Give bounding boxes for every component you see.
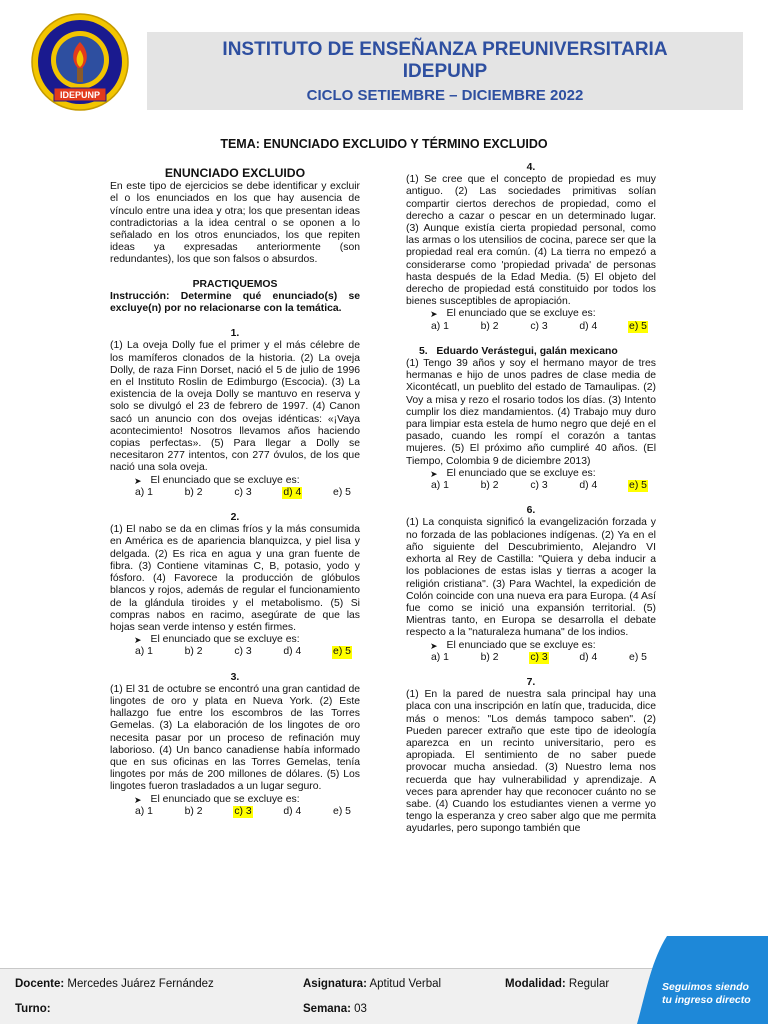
question-text: (1) La oveja Dolly fue el primer y el más célebre de los mamíferos clonados de la historia. (2) La oveja Dolly, de raza Finn Dorset, nació el 5 de julio de 1996 en el Instituto Roslin de Edimburgo (Escocia). (3) La existencia de la oveja Dolly se mantuvo en reserva y solo se divulgó el 23 de febrero de 1997. (4) Canon sacó un anuncio con dos ovejas idénticas: «¡Vaya acontecimiento! Nosotros llevamos años haciendo copias perfectas». (5) Para llegar a Dolly se necesitaron 277 intentos, con 277 óvulos, de los que nació una sola oveja.	[110, 340, 360, 474]
question-number: 1.	[230, 328, 240, 340]
option[interactable]: a) 1	[135, 486, 153, 498]
footer-turno	[15, 1003, 51, 1015]
footer-modalidad	[505, 978, 609, 990]
intro-title: ENUNCIADO EXCLUIDO	[164, 166, 306, 180]
option[interactable]: c) 3	[234, 805, 252, 817]
answer-prompt	[110, 475, 360, 487]
slogan-line2: tu ingreso directo	[662, 994, 751, 1006]
options-row	[110, 646, 360, 658]
answer-prompt	[406, 308, 656, 320]
cycle-title: CICLO SETIEMBRE – DICIEMBRE 2022	[306, 87, 584, 104]
institution-abbreviation: IDEPUNP	[402, 61, 488, 82]
question-text: (1) Se cree que el concepto de propiedad es muy antiguo. (2) Las sociedades primitivas solían compartir ciertos derechos de propiedad, como el derecho a cazar o pescar en un determinado lugar. (3) Aunque existía cierta propiedad personal, como las armas o los utensilios de cocina, parece ser que la propiedad real era común. (4) La tierra no empezó a considerarse como 'propiedad privada' de personas hasta después de la Edad Media. (5) El objeto del derecho de propiedad está constituido por todos los bienes susceptibles de apropiación.	[406, 174, 656, 308]
asignatura-label: Asignatura:	[303, 978, 367, 990]
option[interactable]: b) 2	[480, 651, 499, 663]
arrow-icon: ➤	[134, 475, 142, 486]
question-title	[406, 346, 656, 358]
answer-prompt	[406, 468, 656, 480]
option[interactable]: e) 5	[333, 646, 351, 658]
footer-asignatura	[303, 978, 441, 990]
option[interactable]: e) 5	[333, 486, 351, 498]
options-row	[110, 806, 360, 818]
intro-text: En este tipo de ejercicios se debe identificar y excluir el o los enunciados en los que hay ausencia de vínculo entre una idea y otra; los que presentan ideas contradictorias a la idea central o se oponen a lo señalado en los otros enunciados, los que repiten ideas ya expresadas anteriormente (son redundantes), los que son falsos o absurdos.	[110, 181, 360, 266]
option[interactable]: b) 2	[184, 486, 203, 498]
option[interactable]: c) 3	[234, 646, 252, 658]
arrow-icon: ➤	[134, 635, 142, 646]
turno-label: Turno:	[15, 1003, 51, 1015]
option[interactable]: e) 5	[333, 805, 351, 817]
option[interactable]: d) 4	[283, 646, 302, 658]
idepunp-logo	[30, 12, 130, 114]
docente-value: Mercedes Juárez Fernández	[67, 978, 214, 990]
slogan-text	[662, 981, 751, 1007]
option[interactable]: e) 5	[629, 480, 647, 492]
question-heading: Eduardo Verástegui, galán mexicano	[436, 345, 618, 357]
options-row	[110, 487, 360, 499]
arrow-icon: ➤	[134, 794, 142, 805]
option[interactable]: b) 2	[184, 805, 203, 817]
question-text: (1) La conquista significó la evangelización forzada y no forzada de las poblaciones indígenas. (2) Ya en el año siguiente del Descubrimiento, Alejandro VI exhorta al Rey de Castilla: "Quiera y deba inducir a los poblaciones de estas islas y tierras a acoger la religión cristiana". (3) Para Wachtel, la expedición de Colón coincide con una nueva era para Europa. (4 Así fue como se inició una expansión territorial. (5) Mientras tanto, en Europa se desarrolla el debate respecto a la "naturaleza humana" de los indios.	[406, 517, 656, 639]
option[interactable]: a) 1	[431, 480, 449, 492]
instruction-text: Instrucción: Determine qué enunciado(s) se excluye(n) por no relacionarse con la temática.	[110, 290, 360, 315]
asignatura-value: Aptitud Verbal	[369, 978, 442, 990]
topic-title: TEMA: ENUNCIADO EXCLUIDO Y TÉRMINO EXCLUIDO	[220, 137, 548, 151]
question-number: 6.	[526, 505, 536, 517]
option[interactable]: d) 4	[579, 480, 598, 492]
option[interactable]: d) 4	[283, 486, 302, 498]
answer-prompt	[110, 794, 360, 806]
answer-prompt	[406, 640, 656, 652]
option[interactable]: d) 4	[283, 805, 302, 817]
options-row	[406, 321, 656, 333]
slogan-line1: Seguimos siendo	[662, 981, 749, 993]
option[interactable]: a) 1	[431, 651, 449, 663]
logo-text: IDEPUNP	[59, 90, 101, 100]
prompt-label: El enunciado que se excluye es:	[446, 467, 596, 479]
slogan-banner	[637, 936, 768, 1024]
footer-semana	[303, 1003, 367, 1015]
practice-title: PRACTIQUEMOS	[192, 278, 278, 290]
prompt-label: El enunciado que se excluye es:	[446, 308, 596, 320]
docente-label: Docente:	[15, 978, 65, 990]
option[interactable]: c) 3	[234, 486, 252, 498]
option[interactable]: c) 3	[530, 320, 548, 332]
option[interactable]: d) 4	[579, 651, 598, 663]
answer-prompt	[110, 634, 360, 646]
header-band	[147, 32, 743, 110]
arrow-icon: ➤	[430, 640, 438, 651]
arrow-icon: ➤	[430, 309, 438, 320]
question-number: 4.	[526, 162, 536, 173]
option[interactable]: e) 5	[629, 651, 647, 663]
option[interactable]: c) 3	[530, 651, 548, 663]
institution-title: INSTITUTO DE ENSEÑANZA PREUNIVERSITARIA	[222, 39, 668, 60]
option[interactable]: b) 2	[480, 320, 499, 332]
question-text: (1) El 31 de octubre se encontró una gran cantidad de lingotes de oro y plata en Nueva York. (2) Este hallazgo fue entre los escombros de las Torres Gemelas. (3) La elaboración de los lingotes de oro necesita pasar por un proceso de refinación muy laborioso. (4) Un banco canadiense había informado que en sus oficinas en las Torres Gemelas, tenía lingotes por más de 200 millones de dólares. (5) Los lingotes fueron trasladados a un lugar seguro.	[110, 683, 360, 793]
option[interactable]: a) 1	[135, 646, 153, 658]
question-text: (1) En la pared de nuestra sala principal hay una placa con una inscripción en latín que, traducida, dice más o menos: "Los demás tampoco saben". (2) Pueden parecer extraño que este tipo de ideología aparezca en un recinto universitario, pero es apropiada. El sentimiento de no saber puede provocar mucha ansiedad. (3) Nuestro lema nos recuerda que hay vulnerabilidad y aprendizaje. A veces para aprender hay que reconocer cuánto no se sabe. (4) Cuando los estudiantes vienen a verme yo tengo la esperanza y creo saber algo que me permita ayudarles, pero supongo también que	[406, 689, 656, 835]
option[interactable]: b) 2	[480, 480, 499, 492]
modalidad-label: Modalidad:	[505, 978, 566, 990]
question-number: 2.	[230, 512, 240, 524]
prompt-label: El enunciado que se excluye es:	[446, 639, 596, 651]
question-number: 7.	[526, 676, 536, 688]
options-row	[406, 480, 656, 492]
prompt-label: El enunciado que se excluye es:	[150, 793, 300, 805]
option[interactable]: a) 1	[431, 320, 449, 332]
arrow-icon: ➤	[430, 468, 438, 479]
left-column	[110, 162, 360, 818]
question-text: (1) El nabo se da en climas fríos y la más consumida en América es de apariencia blanquizca, y piel lisa y delgada. (2) Es rica en agua y una gran fuente de fibra. (3) Contiene vitaminas C, B, potasio, yodo y fósforo. (4) Favorece la producción de glóbulos blancos y rojos, además de regular el funcionamiento de la glándula tiroides y el metabolismo. (5) Si compras nabos en racimo, asegúrate de que las hojas sean verde intenso y estén firmes.	[110, 524, 360, 633]
question-text: (1) Tengo 39 años y soy el hermano mayor de tres hermanas e hijo de unos padres de clase media de Xicontécatl, un pueblito del estado de Tamaulipas. (2) Voy a misa y rezo el rosario todos los días. (3) Intento cumplir los diez mandamientos. (4) Trabajo muy duro para limpiar esta estela de humo negro que dejé en el pasado, cuando les rompí el corazón a tantas mujeres. (5) El próximo año cumpliré 40 años. (El Tiempo, Colombia 9 de diciembre 2013)	[406, 358, 656, 467]
option[interactable]: c) 3	[530, 480, 548, 492]
options-row	[406, 652, 656, 664]
question-number: 5.	[419, 345, 428, 357]
option[interactable]: a) 1	[135, 805, 153, 817]
option[interactable]: b) 2	[184, 646, 203, 658]
footer-docente	[15, 978, 214, 990]
prompt-label: El enunciado que se excluye es:	[150, 634, 300, 646]
option[interactable]: d) 4	[579, 320, 598, 332]
modalidad-value: Regular	[568, 978, 610, 990]
semana-label: Semana:	[303, 1003, 351, 1015]
option[interactable]: e) 5	[629, 320, 647, 332]
right-column	[406, 162, 656, 836]
question-number: 3.	[230, 671, 240, 683]
semana-value: 03	[354, 1003, 367, 1015]
prompt-label: El enunciado que se excluye es:	[150, 474, 300, 486]
